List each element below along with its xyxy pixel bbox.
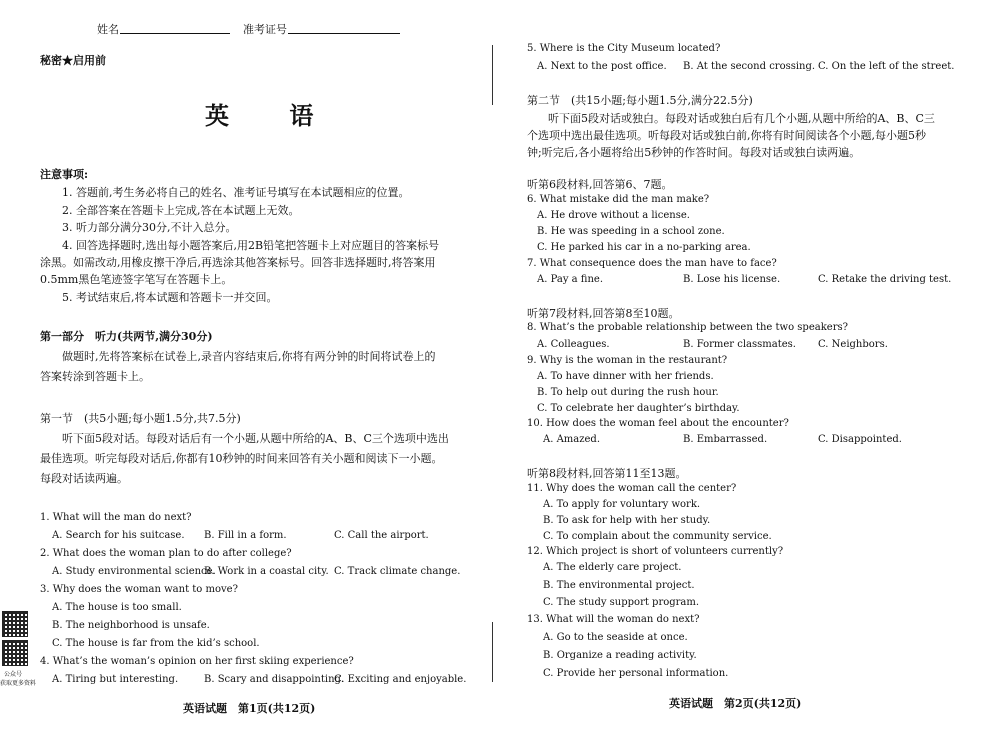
- notice-item: 2. 全部答案在答题卡上完成,答在本试题上无效。: [62, 204, 300, 217]
- option-c[interactable]: C. He parked his car in a no-parking area.: [537, 242, 751, 253]
- option-c[interactable]: C. Exciting and enjoyable.: [334, 674, 467, 685]
- option-b[interactable]: B. At the second crossing.: [683, 61, 816, 72]
- section2-title: 第二节 (共15小题;每小题1.5分,满分22.5分): [527, 94, 753, 107]
- qr-caption: 公众号: [4, 671, 23, 678]
- notice-item: 3. 听力部分满分30分,不计入总分。: [62, 221, 237, 234]
- part1-title: 第一部分 听力(共两节,满分30分): [40, 330, 213, 343]
- notice-item: 5. 考试结束后,将本试题和答题卡一并交回。: [62, 291, 278, 304]
- question-stem: 3. Why does the woman want to move?: [40, 584, 238, 595]
- option-a[interactable]: A. Pay a fine.: [537, 274, 603, 285]
- option-a[interactable]: A. He drove without a license.: [537, 210, 690, 221]
- question-stem: 13. What will the woman do next?: [527, 614, 700, 625]
- option-b[interactable]: B. To help out during the rush hour.: [537, 387, 719, 398]
- section1-title: 第一节 (共5小题;每小题1.5分,共7.5分): [40, 412, 241, 425]
- notice-item: 0.5mm黑色笔迹签字笔写在答题卡上。: [40, 273, 233, 286]
- option-b[interactable]: B. To ask for help with her study.: [543, 515, 711, 526]
- question-stem: 10. How does the woman feel about the encounter?: [527, 418, 789, 429]
- option-b[interactable]: B. The environmental project.: [543, 580, 695, 591]
- notice-item: 1. 答题前,考生务必将自己的姓名、准考证号填写在本试题相应的位置。: [62, 186, 410, 199]
- page-footer-right: 英语试题 第2页(共12页): [669, 697, 802, 710]
- qr-code-icon: [2, 611, 28, 637]
- question-stem: 7. What consequence does the man have to face?: [527, 258, 777, 269]
- name-field-line[interactable]: [120, 33, 230, 34]
- question-stem: 4. What’s the woman’s opinion on her first skiing experience?: [40, 656, 354, 667]
- option-b[interactable]: B. He was speeding in a school zone.: [537, 226, 725, 237]
- option-b[interactable]: B. The neighborhood is unsafe.: [52, 620, 210, 631]
- section1-desc: 最佳选项。听完每段对话后,你都有10秒钟的时间来回答有关小题和阅读下一小题。: [40, 452, 443, 465]
- material-intro: 听第7段材料,回答第8至10题。: [527, 307, 680, 320]
- option-c[interactable]: C. The house is far from the kid’s school.: [52, 638, 260, 649]
- question-stem: 5. Where is the City Museum located?: [527, 43, 721, 54]
- option-b[interactable]: B. Embarrassed.: [683, 434, 768, 445]
- option-c[interactable]: C. On the left of the street.: [818, 61, 955, 72]
- part1-desc: 答案转涂到答题卡上。: [40, 370, 150, 383]
- option-b[interactable]: B. Organize a reading activity.: [543, 650, 697, 661]
- option-a[interactable]: A. To apply for voluntary work.: [543, 499, 701, 510]
- option-b[interactable]: B. Work in a coastal city.: [204, 566, 329, 577]
- confidential-label: 秘密★启用前: [40, 54, 106, 67]
- option-a[interactable]: A. The elderly care project.: [543, 562, 682, 573]
- section1-desc: 每段对话读两遍。: [40, 472, 128, 485]
- exam-number-label: 准考证号: [243, 23, 287, 36]
- option-a[interactable]: A. Tiring but interesting.: [52, 674, 179, 685]
- notice-item: 4. 回答选择题时,选出每小题答案后,用2B铅笔把答题卡上对应题目的答案标号: [62, 239, 440, 252]
- part1-desc: 做题时,先将答案标在试卷上,录音内容结束后,你将有两分钟的时间将试卷上的: [62, 350, 436, 363]
- section2-desc: 个选项中选出最佳选项。听每段对话或独白前,你将有时间阅读各个小题,每小题5秒: [527, 129, 926, 142]
- option-c[interactable]: C. Track climate change.: [334, 566, 461, 577]
- notice-title: 注意事项:: [40, 168, 89, 181]
- option-a[interactable]: A. Search for his suitcase.: [52, 530, 185, 541]
- section2-desc: 钟;听完后,各小题将给出5秒钟的作答时间。每段对话或独白读两遍。: [527, 146, 861, 159]
- qr-caption: 获取更多资料: [0, 680, 37, 687]
- notice-item: 涂黑。如需改动,用橡皮擦干净后,再选涂其他答案标号。回答非选择题时,将答案用: [40, 256, 436, 269]
- exam-number-field-line[interactable]: [288, 33, 400, 34]
- option-a[interactable]: A. Amazed.: [543, 434, 601, 445]
- option-c[interactable]: C. Call the airport.: [334, 530, 429, 541]
- option-a[interactable]: A. The house is too small.: [52, 602, 182, 613]
- option-c[interactable]: C. The study support program.: [543, 597, 700, 608]
- option-c[interactable]: C. Provide her personal information.: [543, 668, 729, 679]
- question-stem: 2. What does the woman plan to do after college?: [40, 548, 292, 559]
- question-stem: 12. Which project is short of volunteers currently?: [527, 546, 784, 557]
- option-b[interactable]: B. Scary and disappointing.: [204, 674, 345, 685]
- option-a[interactable]: A. To have dinner with her friends.: [537, 371, 714, 382]
- column-divider: [492, 45, 493, 105]
- option-c[interactable]: C. Neighbors.: [818, 339, 888, 350]
- option-c[interactable]: C. To celebrate her daughter’s birthday.: [537, 403, 740, 414]
- question-stem: 1. What will the man do next?: [40, 512, 192, 523]
- question-stem: 6. What mistake did the man make?: [527, 194, 710, 205]
- question-stem: 9. Why is the woman in the restaurant?: [527, 355, 728, 366]
- option-c[interactable]: C. Retake the driving test.: [818, 274, 952, 285]
- option-b[interactable]: B. Former classmates.: [683, 339, 796, 350]
- option-b[interactable]: B. Fill in a form.: [204, 530, 287, 541]
- question-stem: 8. What’s the probable relationship between the two speakers?: [527, 322, 848, 333]
- option-a[interactable]: A. Study environmental science.: [52, 566, 216, 577]
- name-label: 姓名: [97, 23, 119, 36]
- option-a[interactable]: A. Next to the post office.: [537, 61, 667, 72]
- question-stem: 11. Why does the woman call the center?: [527, 483, 737, 494]
- qr-code-icon: [2, 640, 28, 666]
- qr-code: [2, 611, 28, 665]
- option-c[interactable]: C. Disappointed.: [818, 434, 902, 445]
- section1-desc: 听下面5段对话。每段对话后有一个小题,从题中所给的A、B、C三个选项中选出: [62, 432, 449, 445]
- option-c[interactable]: C. To complain about the community service.: [543, 531, 772, 542]
- material-intro: 听第8段材料,回答第11至13题。: [527, 467, 687, 480]
- option-a[interactable]: A. Go to the seaside at once.: [543, 632, 688, 643]
- material-intro: 听第6段材料,回答第6、7题。: [527, 178, 673, 191]
- option-a[interactable]: A. Colleagues.: [537, 339, 610, 350]
- column-divider: [492, 622, 493, 682]
- subject-title: 英 语: [205, 101, 340, 130]
- page-footer-left: 英语试题 第1页(共12页): [183, 702, 316, 715]
- option-b[interactable]: B. Lose his license.: [683, 274, 781, 285]
- section2-desc: 听下面5段对话或独白。每段对话或独白后有几个小题,从题中所给的A、B、C三: [548, 112, 935, 125]
